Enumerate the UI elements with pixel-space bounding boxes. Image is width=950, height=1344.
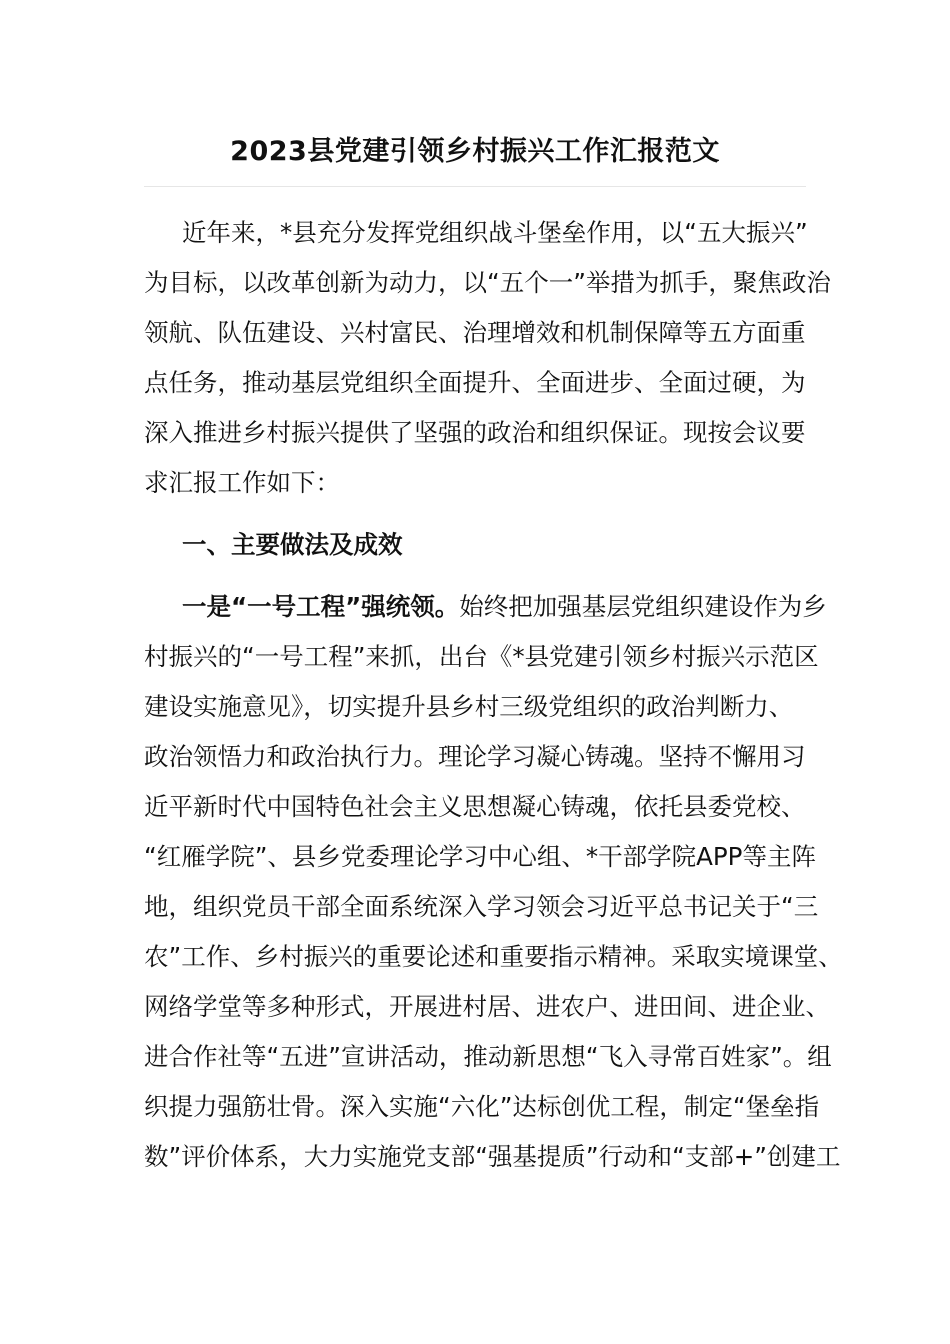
intro-line-6: 求汇报工作如下： xyxy=(144,468,340,497)
para1-line-9: 网络学堂等多种形式，开展进村居、进农户、进田间、进企业、 xyxy=(144,992,830,1021)
para1-line-4: 政治领悟力和政治执行力。理论学习凝心铸魂。坚持不懈用习 xyxy=(144,742,806,771)
intro-line-3: 领航、队伍建设、兴村富民、治理增效和机制保障等五方面重 xyxy=(144,318,806,347)
para1-line-12: 数”评价体系，大力实施党支部“强基提质”行动和“支部+”创建工 xyxy=(144,1142,841,1171)
para1-line-8: 农”工作、乡村振兴的重要论述和重要指示精神。采取实境课堂、 xyxy=(144,942,843,971)
para1-line-1 xyxy=(144,582,827,632)
intro-line-4: 点任务，推动基层党组织全面提升、全面进步、全面过硬，为 xyxy=(144,368,806,397)
para1-line-10: 进合作社等“五进”宣讲活动，推动新思想“飞入寻常百姓家”。组 xyxy=(144,1042,832,1071)
para1-line-7: 地，组织党员干部全面系统深入学习领会习近平总书记关于“三 xyxy=(144,892,819,921)
para1-line-11: 织提力强筋壮骨。深入实施“六化”达标创优工程，制定“堡垒指 xyxy=(144,1092,820,1121)
para1-line-6: “红雁学院”、县乡党委理论学习中心组、*干部学院APP等主阵 xyxy=(144,842,816,871)
intro-line-5: 深入推进乡村振兴提供了坚强的政治和组织保证。现按会议要 xyxy=(144,418,806,447)
document-title: 2023县党建引领乡村振兴工作汇报范文 xyxy=(230,136,720,167)
intro-line-1: 近年来，*县充分发挥党组织战斗堡垒作用，以“五大振兴” xyxy=(182,218,808,247)
para1-line-5: 近平新时代中国特色社会主义思想凝心铸魂，依托县委党校、 xyxy=(144,792,806,821)
intro-line-2: 为目标，以改革创新为动力，以“五个一”举措为抓手，聚焦政治 xyxy=(144,268,831,297)
para1-line-3: 建设实施意见》，切实提升县乡村三级党组织的政治判断力、 xyxy=(144,692,794,721)
para1-line-2: 村振兴的“一号工程”来抓，出台《*县党建引领乡村振兴示范区 xyxy=(144,642,819,671)
document-body xyxy=(144,208,843,1182)
section-heading: 一、主要做法及成效 xyxy=(182,530,403,559)
para1-first-rest: 始终把加强基层党组织建设作为乡 xyxy=(459,592,827,621)
title-divider xyxy=(144,186,806,187)
para1-bold-lead: 一是“一号工程”强统领。 xyxy=(182,592,460,621)
